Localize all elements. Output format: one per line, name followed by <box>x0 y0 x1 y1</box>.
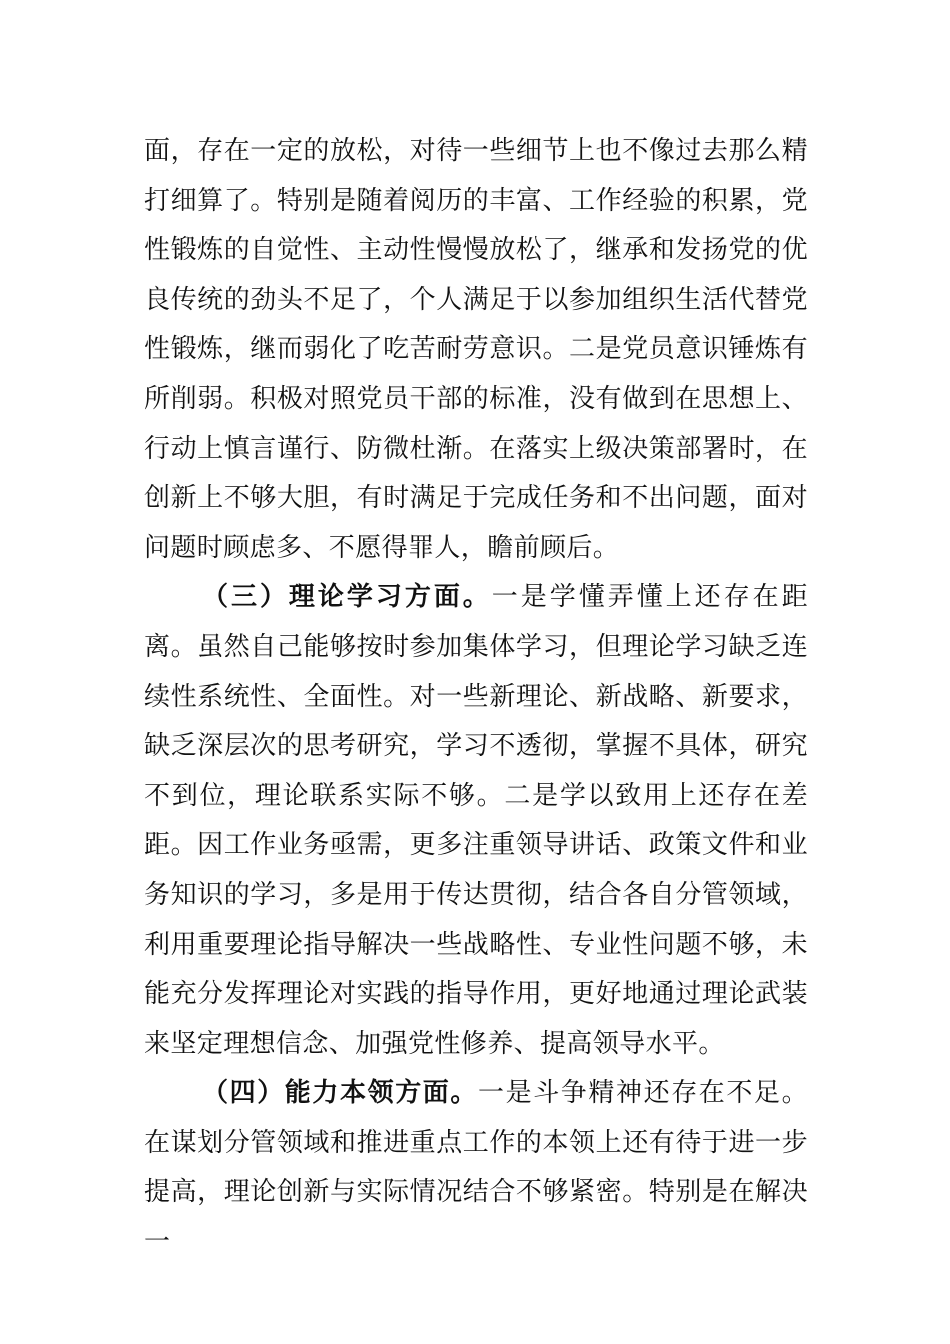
document-body <box>144 127 808 1268</box>
paragraph-text: 一是斗争精神还存在不足。在谋划分管领域和推进重点工作的本领上还有待于进一步提高，理论创新与实际情况结合不够紧密。特别是在解决一 <box>144 1078 808 1258</box>
paragraph-continuation <box>144 127 808 573</box>
paragraph-text: 一是学懂弄懂上还存在距离。虽然自己能够按时参加集体学习，但理论学习缺乏连续性系统性、全面性。对一些新理论、新战略、新要求，缺乏深层次的思考研究，学习不透彻，掌握不具体，研究不到位，理论联系实际不够。二是学以致用上还存在差距。因工作业务亟需，更多注重领导讲话、政策文件和业务知识的学习，多是用于传达贯彻，结合各自分管领域，利用重要理论指导解决一些战略性、专业性问题不够，未能充分发挥理论对实践的指导作用，更好地通过理论武装来坚定理想信念、加强党性修养、提高领导水平。 <box>144 582 808 1059</box>
paragraph-ability <box>144 1069 808 1267</box>
paragraph-theory-study <box>144 573 808 1069</box>
paragraph-text: 面，存在一定的放松，对待一些细节上也不像过去那么精打细算了。特别是随着阅历的丰富、工作经验的积累，党性锻炼的自觉性、主动性慢慢放松了，继承和发扬党的优良传统的劲头不足了，个人满足于以参加组织生活代替党性锻炼，继而弱化了吃苦耐劳意识。二是党员意识锤炼有所削弱。积极对照党员干部的标准，没有做到在思想上、行动上慎言谨行、防微杜渐。在落实上级决策部署时，在创新上不够大胆，有时满足于完成任务和不出问题，面对问题时顾虑多、不愿得罪人，瞻前顾后。 <box>144 136 808 563</box>
section-heading-ability: （四）能力本领方面。 <box>202 1078 478 1109</box>
section-heading-theory-study: （三）理论学习方面。 <box>202 582 492 613</box>
